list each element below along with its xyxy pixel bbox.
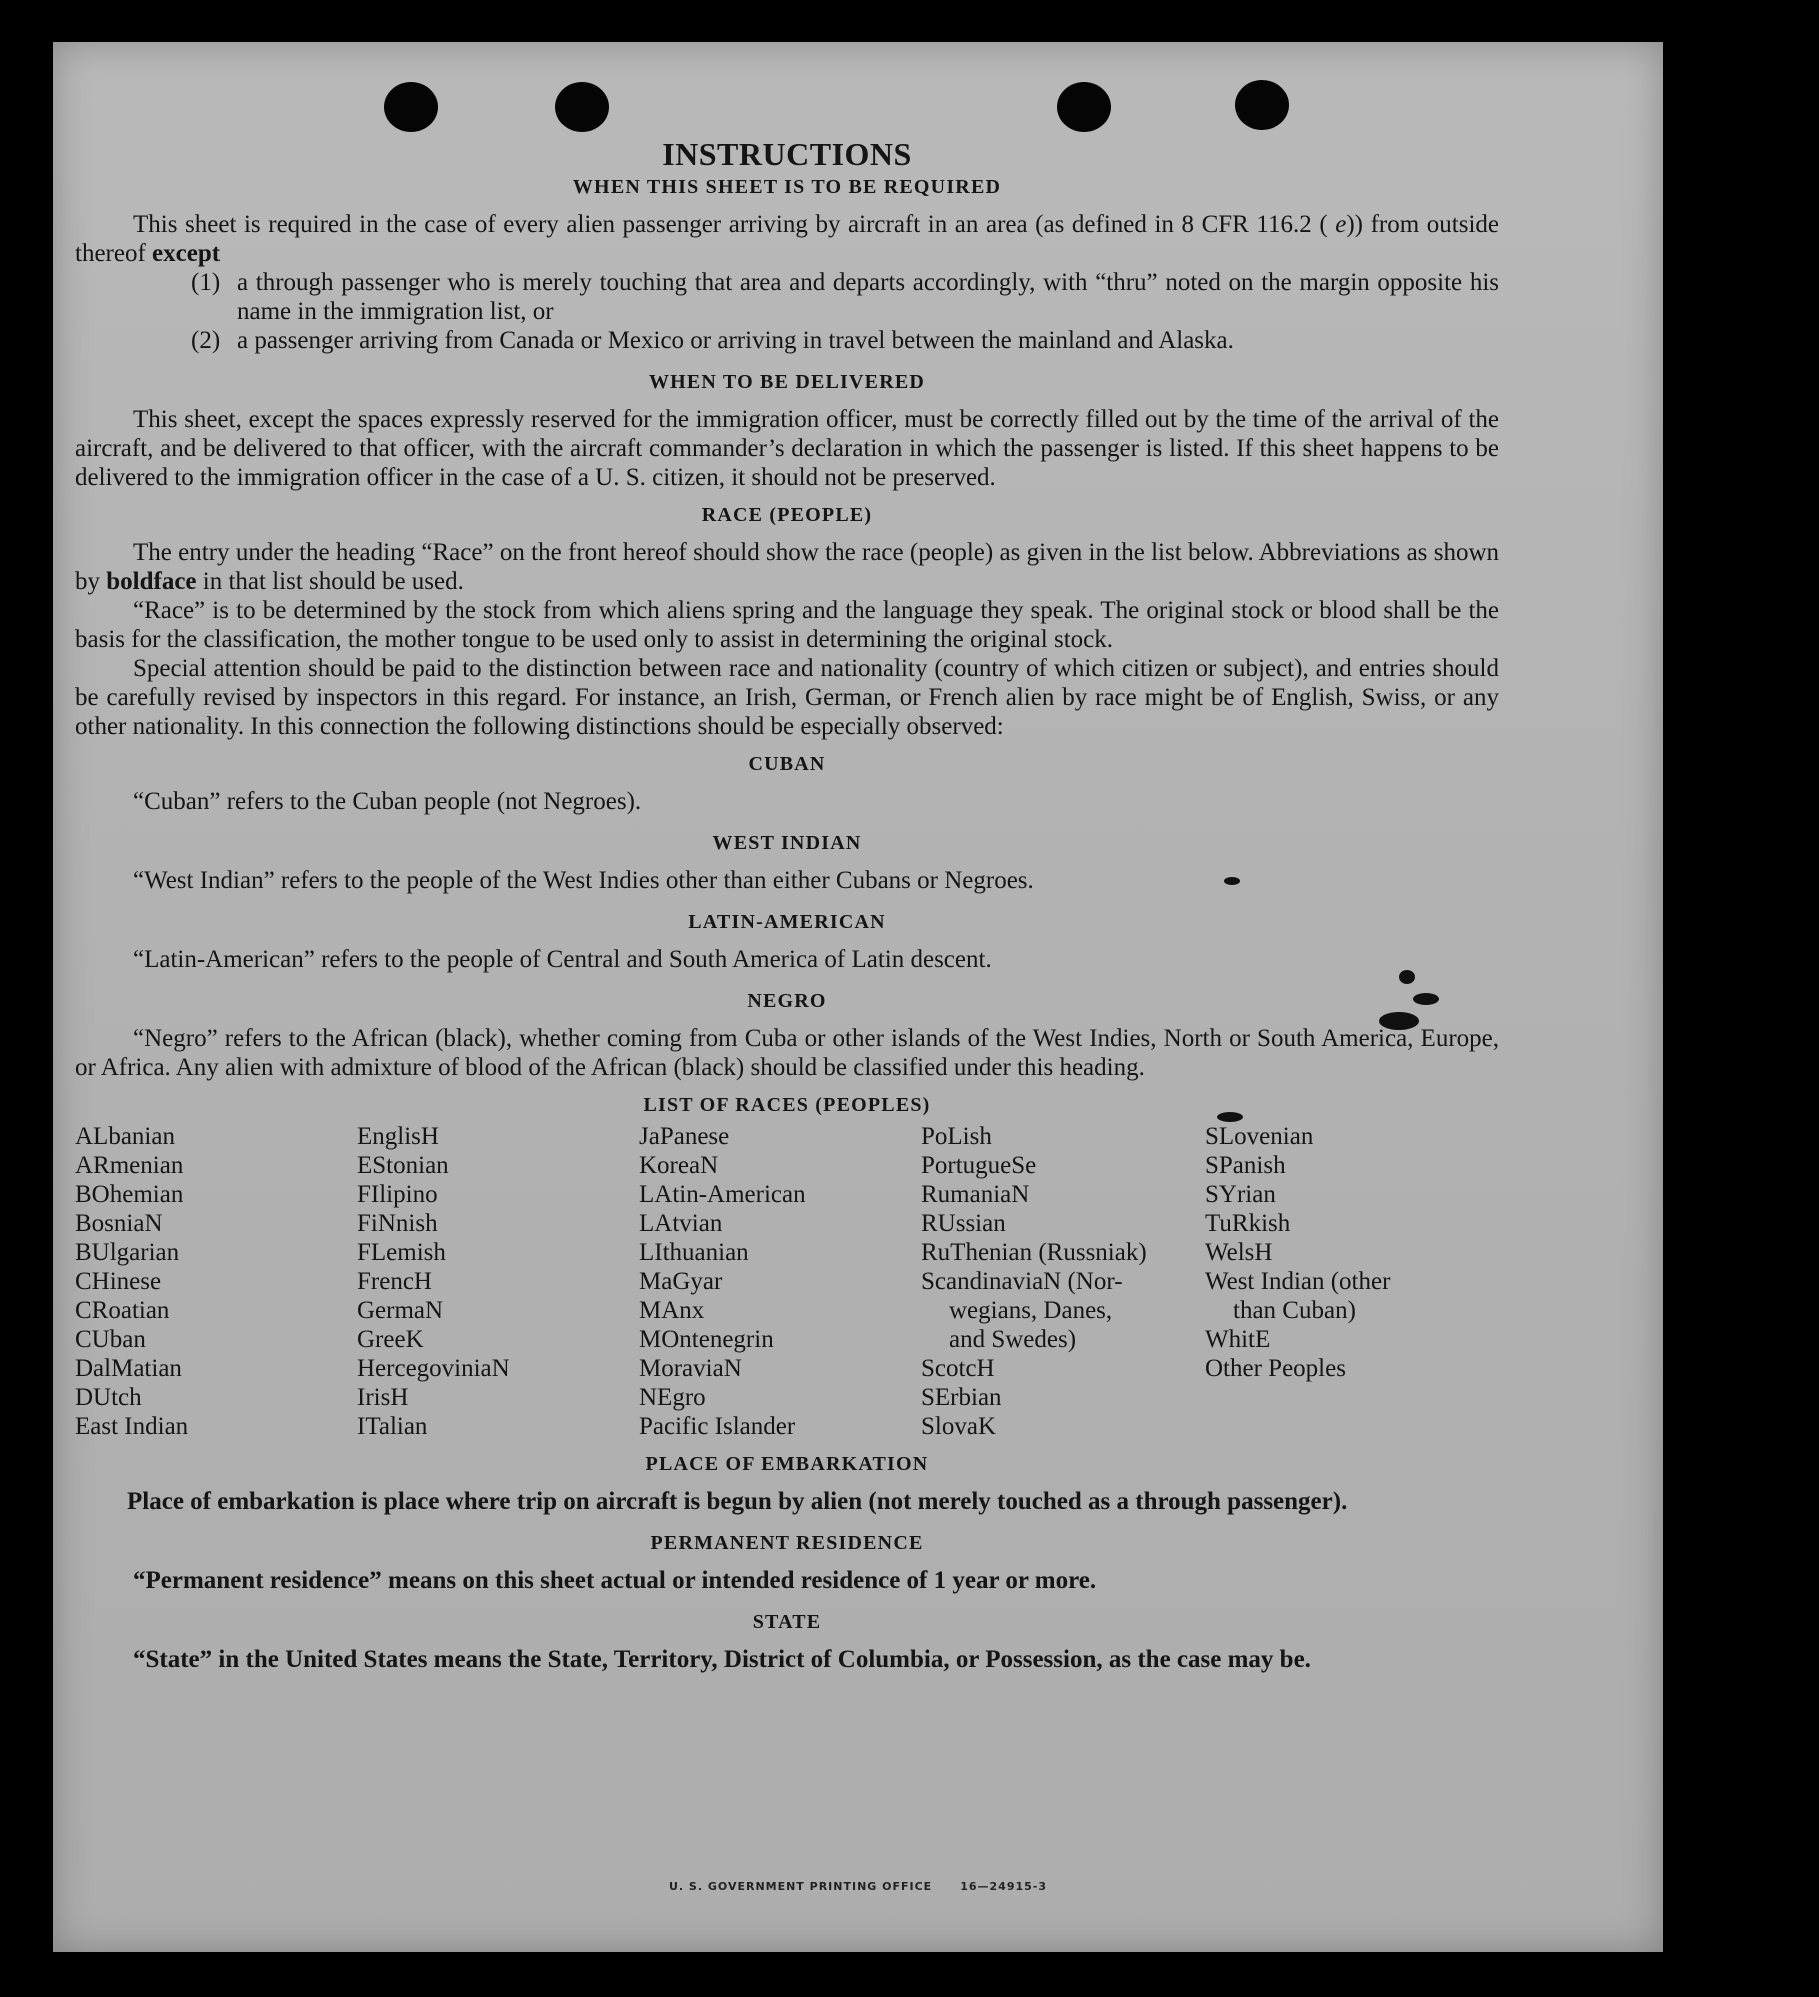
race-item: CRoatian: [75, 1297, 170, 1324]
race-item: EStonian: [357, 1152, 449, 1179]
race-item: GreeK: [357, 1326, 424, 1353]
race-list: [75, 1122, 1499, 1441]
instructions-content: [75, 134, 1499, 1674]
heading-permanent-residence: PERMANENT RESIDENCE: [650, 1532, 924, 1554]
race-item: LIthuanian: [639, 1239, 749, 1266]
race-item: SlovaK: [921, 1413, 996, 1440]
race-item: ARmenian: [75, 1152, 184, 1179]
race-item: RuThenian (Russniak): [921, 1239, 1147, 1266]
race-item: GermaN: [357, 1297, 444, 1324]
paragraph-negro: “Negro” refers to the African (black), whether coming from Cuba or other islands of the West Indies, North or South America, Europe, or Africa. Any alien with admixture of blood of the African (black) should be classified under this heading.: [75, 1025, 1499, 1081]
heading-when-required: WHEN THIS SHEET IS TO BE REQUIRED: [572, 176, 1002, 198]
race-item: PortugueSe: [921, 1152, 1037, 1179]
race-item-continued: and Swedes): [949, 1326, 1077, 1353]
race-item: FIlipino: [357, 1181, 438, 1208]
paragraph-race-3: Special attention should be paid to the distinction between race and nationality (country of which citizen or subject), and entries should be carefully revised by inspectors in this regard. For instance, an Irish, German, or French alien by race might be of English, Swiss, or any other nationality. In this connection the following distinctions should be especially observed:: [75, 655, 1499, 740]
race-item: IrisH: [357, 1384, 409, 1411]
race-column-1: [75, 1122, 357, 1441]
punch-hole: [555, 82, 609, 132]
heading-race: RACE (PEOPLE): [701, 504, 873, 526]
race-item: LAtvian: [639, 1210, 723, 1237]
paragraph-west-indian: “West Indian” refers to the people of the West Indies other than either Cubans or Negroes.: [133, 867, 1034, 894]
race-item: ScandinaviaN (Nor-: [921, 1268, 1123, 1295]
heading-place-of-embarkation: PLACE OF EMBARKATION: [645, 1453, 929, 1475]
race-item: MoraviaN: [639, 1355, 742, 1382]
race-item: LAtin-American: [639, 1181, 806, 1208]
race-item: NEgro: [639, 1384, 706, 1411]
race-item: TuRkish: [1205, 1210, 1291, 1237]
heading-cuban: CUBAN: [748, 753, 826, 775]
race-item: BOhemian: [75, 1181, 184, 1208]
race-item: MOntenegrin: [639, 1326, 774, 1353]
heading-latin-american: LATIN-AMERICAN: [688, 911, 886, 933]
heading-list-of-races: LIST OF RACES (PEOPLES): [643, 1094, 931, 1116]
race-item-continued: than Cuban): [1233, 1297, 1356, 1324]
heading-state: STATE: [752, 1611, 822, 1633]
race-item: BUlgarian: [75, 1239, 180, 1266]
paragraph-race-1: The entry under the heading “Race” on the front hereof should show the race (people) as given in the list below. Abbreviations as shown by boldface in that list should be used.: [75, 539, 1499, 595]
race-item: CHinese: [75, 1268, 162, 1295]
heading-when-delivered: WHEN TO BE DELIVERED: [648, 371, 926, 393]
race-item: West Indian (other: [1205, 1268, 1391, 1295]
race-item: CUban: [75, 1326, 146, 1353]
race-column-2: [357, 1122, 639, 1441]
race-item: SErbian: [921, 1384, 1002, 1411]
race-item: DalMatian: [75, 1355, 182, 1382]
race-item: SPanish: [1205, 1152, 1286, 1179]
race-item: FrencH: [357, 1268, 432, 1295]
race-item: SYrian: [1205, 1181, 1276, 1208]
race-item: PoLish: [921, 1123, 992, 1150]
race-item: RumaniaN: [921, 1181, 1030, 1208]
paragraph-state: “State” in the United States means the State, Territory, District of Columbia, or Possession, as the case may be.: [133, 1646, 1311, 1673]
heading-west-indian: WEST INDIAN: [712, 832, 862, 854]
race-column-5: [1205, 1122, 1499, 1441]
printer-imprint: U. S. GOVERNMENT PRINTING OFFICE: [668, 1880, 933, 1893]
paragraph-place-of-embarkation: Place of embarkation is place where trip on aircraft is begun by alien (not merely touched as a through passenger).: [127, 1488, 1348, 1515]
document-title: INSTRUCTIONS: [662, 136, 912, 172]
race-item: RUssian: [921, 1210, 1006, 1237]
race-item: EnglisH: [357, 1123, 439, 1150]
race-item: MaGyar: [639, 1268, 723, 1295]
race-item: ITalian: [357, 1413, 428, 1440]
race-item: JaPanese: [639, 1123, 730, 1150]
race-item: WhitE: [1205, 1326, 1271, 1353]
race-item: Other Peoples: [1205, 1355, 1346, 1382]
paragraph-race-2: “Race” is to be determined by the stock from which aliens spring and the language they speak. The original stock or blood shall be the basis for the classification, the mother tongue to be used only to assist in determining the original stock.: [75, 597, 1499, 653]
race-item: FiNnish: [357, 1210, 438, 1237]
punch-hole: [1057, 82, 1111, 132]
race-column-4: [921, 1122, 1205, 1441]
race-item: FLemish: [357, 1239, 446, 1266]
race-item: WelsH: [1205, 1239, 1273, 1266]
paragraph-permanent-residence: “Permanent residence” means on this sheet actual or intended residence of 1 year or more.: [133, 1567, 1097, 1594]
exception-item-2: (2) a passenger arriving from Canada or Mexico or arriving in travel between the mainland and Alaska.: [191, 327, 1234, 354]
race-item: Pacific Islander: [639, 1413, 796, 1440]
race-column-3: [639, 1122, 921, 1441]
paragraph-when-delivered: This sheet, except the spaces expressly reserved for the immigration officer, must be correctly filled out by the time of the arrival of the aircraft, and be delivered to that officer, with the aircraft commander’s declaration in which the passenger is listed. If this sheet happens to be delivered to the immigration officer in the case of a U. S. citizen, it should not be preserved.: [75, 406, 1499, 491]
race-item: HercegoviniaN: [357, 1355, 510, 1382]
race-item: SLovenian: [1205, 1123, 1314, 1150]
race-item: ScotcH: [921, 1355, 995, 1382]
race-item: BosniaN: [75, 1210, 163, 1237]
race-item-continued: wegians, Danes,: [949, 1297, 1113, 1324]
race-item: DUtch: [75, 1384, 142, 1411]
paragraph-when-required: This sheet is required in the case of every alien passenger arriving by aircraft in an area (as defined in 8 CFR 116.2 ( e)) from outside thereof except: [75, 211, 1499, 267]
heading-negro: NEGRO: [747, 990, 827, 1012]
race-item: East Indian: [75, 1413, 189, 1440]
race-item: ALbanian: [75, 1123, 175, 1150]
document-sheet: [53, 42, 1663, 1952]
form-number: 16—24915-3: [960, 1880, 1047, 1893]
race-item: KoreaN: [639, 1152, 719, 1179]
paragraph-cuban: “Cuban” refers to the Cuban people (not Negroes).: [133, 788, 642, 815]
paragraph-latin-american: “Latin-American” refers to the people of Central and South America of Latin descent.: [133, 946, 992, 973]
punch-hole: [384, 82, 438, 132]
race-item: MAnx: [639, 1297, 705, 1324]
printing-office-footer: [53, 1880, 1663, 1893]
punch-hole: [1235, 80, 1289, 130]
exception-item-1: (1) a through passenger who is merely touching that area and departs accordingly, with “thru” noted on the margin opposite his name in the immigration list, or: [191, 269, 1499, 325]
